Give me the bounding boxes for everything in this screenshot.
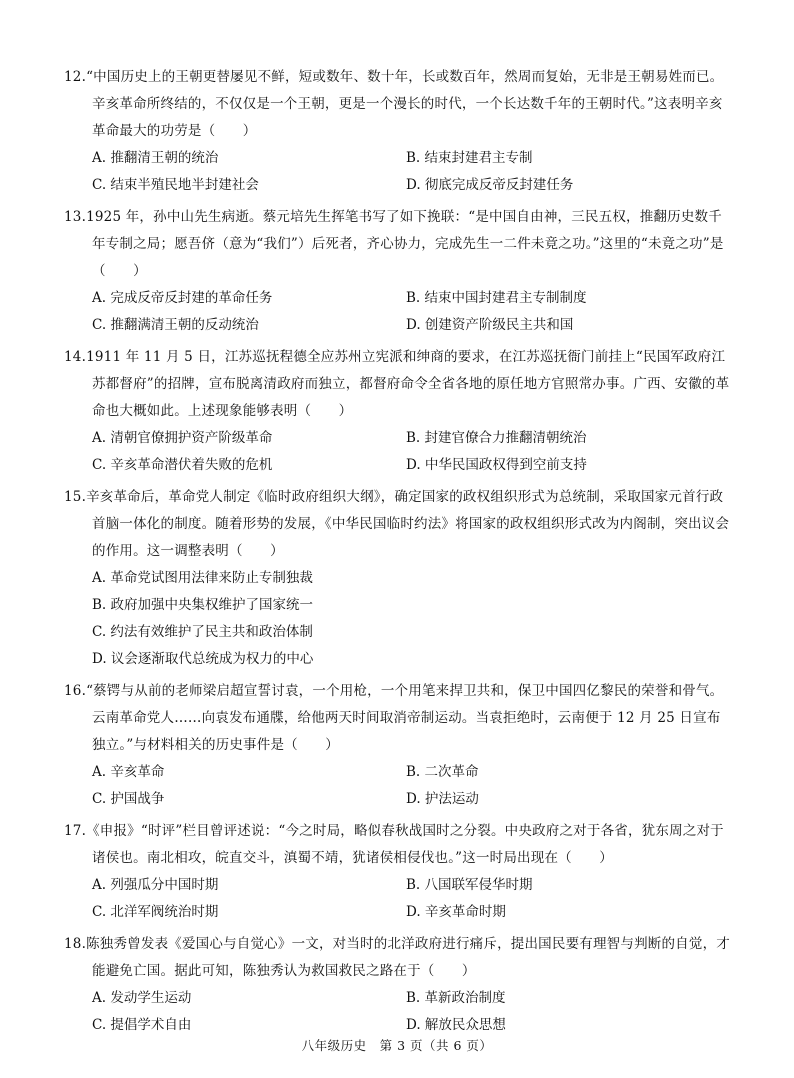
option-b[interactable]: B. 封建官僚合力推翻清朝统治 bbox=[406, 430, 587, 446]
question-13 bbox=[64, 204, 734, 339]
question-stem: 辛亥革命后，革命党人制定《临时政府组织大纲》，确定国家的政权组织形式为总统制，采取国家元首行政首脑一体化的制度。随着形势的发展，《中华民国临时约法》将国家的政权组织形式改为内阁制，突出议会的作用。这一调整表明（ ） bbox=[86, 489, 730, 559]
option-c[interactable]: C. 辛亥革命潜伏着失败的危机 bbox=[92, 457, 273, 473]
question-number: 18. bbox=[64, 936, 87, 952]
option-d[interactable]: D. 护法运动 bbox=[406, 791, 479, 807]
option-a[interactable]: A. 辛亥革命 bbox=[92, 764, 165, 780]
question-number: 15. bbox=[64, 489, 87, 505]
page-footer: 八年级历史 第 3 页（共 6 页） bbox=[301, 1038, 493, 1053]
options bbox=[64, 145, 734, 199]
question-stem: 《申报》“时评”栏目曾评述说：“今之时局，略似春秋战国时之分裂。中央政府之对于各省，犹东周之对于诸侯也。南北相攻，皖直交斗，滇蜀不靖，犹诸侯相侵伐也。”这一时局出现在（ ） bbox=[86, 823, 724, 866]
option-d[interactable]: D. 议会逐渐取代总统成为权力的中心 bbox=[92, 651, 314, 667]
question-number: 12. bbox=[64, 69, 87, 85]
option-c[interactable]: C. 提倡学术自由 bbox=[92, 1017, 192, 1033]
question-12 bbox=[64, 64, 734, 199]
option-a[interactable]: A. 完成反帝反封建的革命任务 bbox=[92, 290, 273, 306]
option-b[interactable]: B. 结束中国封建君主专制制度 bbox=[406, 290, 587, 306]
options bbox=[64, 565, 734, 673]
question-stem: “中国历史上的王朝更替屡见不鲜，短或数年、数十年，长或数百年，然周而复始，无非是王朝易姓而已。辛亥革命所终结的，不仅仅是一个王朝，更是一个漫长的时代，一个长达数千年的王朝时代。”这表明辛亥革命最大的功劳是（ ） bbox=[86, 69, 724, 139]
question-number: 16. bbox=[64, 683, 87, 699]
question-stem: 1911 年 11 月 5 日，江苏巡抚程德全应苏州立宪派和绅商的要求，在江苏巡抚衙门前挂上“民国军政府江苏都督府”的招牌，宣布脱离清政府而独立，都督府命令全省各地的原任地方官照常办事。广西、安徽的革命也大概如此。上述现象能够表明（ ） bbox=[86, 349, 730, 419]
option-b[interactable]: B. 二次革命 bbox=[406, 764, 479, 780]
option-a[interactable]: A. 革命党试图用法律来防止专制独裁 bbox=[92, 570, 313, 586]
options bbox=[64, 285, 734, 339]
option-c[interactable]: C. 护国战争 bbox=[92, 791, 165, 807]
options bbox=[64, 759, 734, 813]
option-b[interactable]: B. 革新政治制度 bbox=[406, 990, 506, 1006]
question-number: 14. bbox=[64, 349, 87, 365]
option-c[interactable]: C. 北洋军阀统治时期 bbox=[92, 904, 219, 920]
question-stem: 陈独秀曾发表《爱国心与自觉心》一文，对当时的北洋政府进行痛斥，提出国民要有理智与判断的自觉，才能避免亡国。据此可知，陈独秀认为救国救民之路在于（ ） bbox=[86, 936, 730, 979]
options bbox=[64, 872, 734, 926]
option-b[interactable]: B. 八国联军侵华时期 bbox=[406, 877, 533, 893]
question-number: 13. bbox=[64, 209, 87, 225]
option-b[interactable]: B. 结束封建君主专制 bbox=[406, 150, 533, 166]
option-d[interactable]: D. 彻底完成反帝反封建任务 bbox=[406, 177, 574, 193]
question-18 bbox=[64, 931, 734, 1039]
question-number: 17. bbox=[64, 823, 87, 839]
option-d[interactable]: D. 辛亥革命时期 bbox=[406, 904, 506, 920]
option-c[interactable]: C. 推翻满清王朝的反动统治 bbox=[92, 317, 259, 333]
question-15 bbox=[64, 484, 734, 673]
question-16 bbox=[64, 678, 734, 813]
option-a[interactable]: A. 发动学生运动 bbox=[92, 990, 192, 1006]
option-d[interactable]: D. 创建资产阶级民主共和国 bbox=[406, 317, 574, 333]
option-a[interactable]: A. 推翻清王朝的统治 bbox=[92, 150, 219, 166]
question-stem: “蔡锷与从前的老师梁启超宣誓讨袁，一个用枪，一个用笔来捍卫共和，保卫中国四亿黎民的荣誉和骨气。云南革命党人……向袁发布通牒，给他两天时间取消帝制运动。当袁拒绝时，云南便于 12 月 25 日宣布独立。”与材料相关的历史事件是（ ） bbox=[86, 683, 724, 753]
question-stem: 1925 年，孙中山先生病逝。蔡元培先生挥笔书写了如下挽联：“是中国自由神，三民五权，推翻历史数千年专制之局；愿吾侪（意为“我们”）后死者，齐心协力，完成先生一二件未竟之功。”这里的“未竟之功”是（ ） bbox=[86, 209, 724, 279]
question-17 bbox=[64, 818, 734, 926]
question-14 bbox=[64, 344, 734, 479]
option-c[interactable]: C. 结束半殖民地半封建社会 bbox=[92, 177, 259, 193]
option-d[interactable]: D. 中华民国政权得到空前支持 bbox=[406, 457, 587, 473]
option-a[interactable]: A. 清朝官僚拥护资产阶级革命 bbox=[92, 430, 273, 446]
option-a[interactable]: A. 列强瓜分中国时期 bbox=[92, 877, 219, 893]
options bbox=[64, 425, 734, 479]
options bbox=[64, 985, 734, 1039]
option-d[interactable]: D. 解放民众思想 bbox=[406, 1017, 506, 1033]
option-b[interactable]: B. 政府加强中央集权维护了国家统一 bbox=[92, 597, 314, 613]
option-c[interactable]: C. 约法有效维护了民主共和政治体制 bbox=[92, 624, 313, 640]
